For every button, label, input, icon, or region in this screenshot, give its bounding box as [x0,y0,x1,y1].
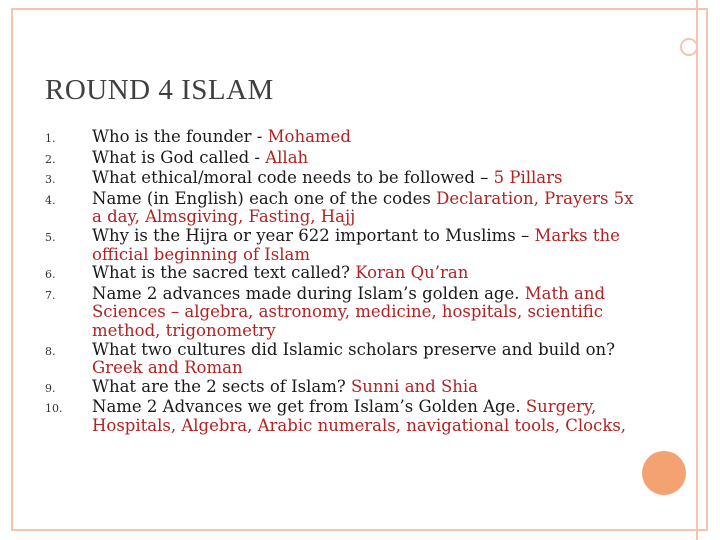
list-item [45,149,635,170]
answer-text: Sunni and Shia [350,376,479,396]
item-number: 9. [45,381,56,395]
item-number: 8. [45,344,56,358]
answer-text: Allah [265,147,309,167]
question-list [45,128,635,436]
question-text: Name (in English) each one of the codes [92,188,437,208]
list-item [45,190,635,227]
question-text: Name 2 Advances we get from Islam’s Golden Age. [92,397,526,417]
list-item [45,264,635,285]
item-number: 10. [45,402,63,416]
answer-text: Greek and Roman [92,358,243,378]
question-text: What ethical/moral code needs to be followed – [92,168,494,188]
question-text: What two cultures did Islamic scholars preserve and build on? [92,339,616,359]
question-text: Why is the Hijra or year 622 important to Muslims – [92,225,535,245]
decorative-vertical-line [696,0,698,540]
slide-title: ROUND 4 ISLAM [45,74,274,106]
answer-text: Koran Qu’ran [355,263,469,283]
item-number: 1. [45,132,56,145]
item-number: 3. [45,173,56,187]
item-number: 2. [45,152,56,166]
answer-text: Mohamed [267,127,351,146]
answer-text: Surgery, Hospitals, Algebra, Arabic numerals, navigational tools, Clocks, [92,397,627,435]
list-item [45,398,635,435]
question-text: What is God called - [92,147,266,167]
question-text: Name 2 advances made during Islam’s golden age. [92,283,525,303]
question-text: What are the 2 sects of Islam? [92,376,351,396]
list-item [45,169,635,190]
list-item [45,227,635,264]
answer-text: Marks the official beginning of Islam [92,225,620,264]
item-number: 5. [45,230,56,244]
list-item [45,341,635,378]
answer-text: 5 Pillars [493,168,563,188]
list-item [45,378,635,399]
item-number: 4. [45,193,56,207]
decorative-circle [642,451,686,495]
list-item [45,285,635,341]
answer-text: Declaration, Prayers 5x a day, Almsgiving, Fasting, Hajj [92,188,634,227]
decorative-ring [680,38,698,56]
item-number: 6. [45,268,56,282]
item-number: 7. [45,288,56,302]
question-text: What is the sacred text called? [92,263,356,283]
list-item [45,128,635,149]
answer-text: Math and Sciences – algebra, astronomy, medicine, hospitals, scientific method, trigonometry [92,283,606,340]
question-text: Who is the founder - [92,127,268,146]
